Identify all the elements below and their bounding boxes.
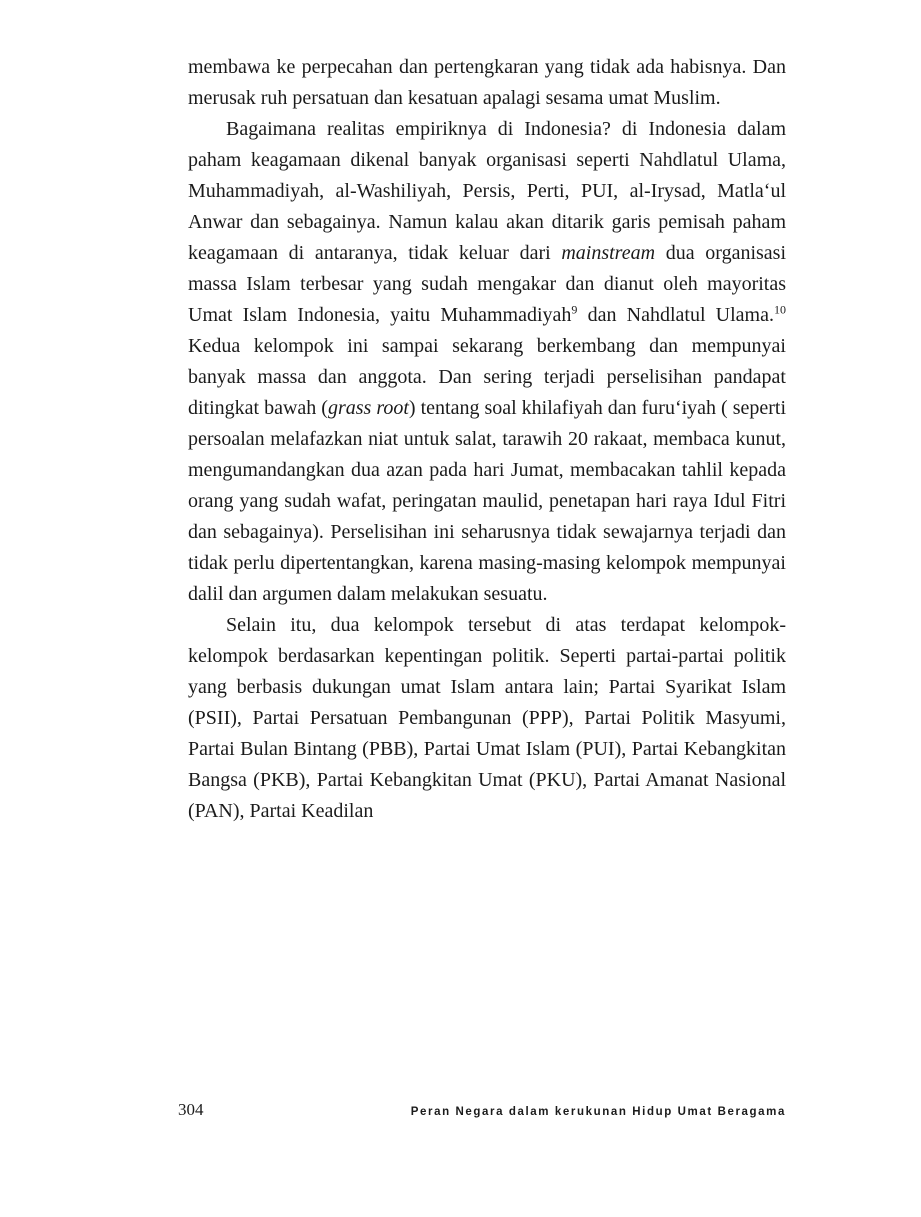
text-run: Bagaimana realitas empiriknya di Indonesia? di Indonesia dalam paham keagamaan dikenal banyak organisasi seperti Nahdlatul Ulama, Muhammadiyah, al-Washiliyah, Persis, Perti, PUI, al-Irysad, Matla‘ul Anwar dan sebagainya. Namun kalau akan ditarik garis pemisah paham keagamaan di antaranya, tidak keluar dari — [188, 118, 786, 264]
text-run: dua organisasi massa Islam terbesar yang sudah mengakar dan dianut oleh mayoritas Umat Islam Indonesia, yaitu Muhammadiyah — [188, 242, 787, 326]
page-number: 304 — [178, 1100, 204, 1119]
running-title: Peran Negara dalam kerukunan Hidup Umat Beragama — [410, 1106, 786, 1118]
text-run: membawa ke perpecahan dan pertengkaran yang tidak ada habisnya. Dan merusak ruh persatuan dan kesatuan apalagi sesama umat Muslim. — [188, 56, 786, 109]
text-run: Selain itu, dua kelompok tersebut di atas terdapat kelompok- kelompok berdasarkan kepentingan politik. Seperti partai-partai politik yang berbasis dukungan umat Islam antara lain; Partai Syarikat Islam (PSII), Partai Persatuan Pembangunan (PPP), Partai Politik Masyumi, Partai Bulan Bintang (PBB), Partai Umat Islam (PUI), Partai Kebangkitan Bangsa (PKB), Partai Kebangkitan Umat (PKU), Partai Amanat Nasional (PAN), Partai Keadilan — [188, 614, 786, 822]
paragraph — [188, 114, 786, 610]
footnote-ref: 10 — [774, 302, 786, 317]
text-run: Kedua kelompok ini sampai sekarang berkembang dan mempunyai banyak massa dan anggota. Dan sering terjadi perselisihan pandapat ditingkat bawah ( — [188, 335, 786, 419]
footnote-ref: 9 — [571, 302, 578, 317]
text-run: dan Nahdlatul Ulama. — [577, 304, 774, 326]
text-run: ) tentang soal khilafiyah dan furu‘iyah ( seperti persoalan melafazkan niat untuk salat, tarawih 20 rakaat, membaca kunut, mengumandangkan dua azan pada hari Jumat, membacakan tahlil kepada orang yang sudah wafat, peringatan maulid, penetapan hari raya Idul Fitri dan sebagainya). Perselisihan ini seharusnya tidak sewajarnya terjadi dan tidak perlu dipertentangkan, karena masing-masing kelompok mempunyai dalil dan argumen dalam melakukan sesuatu. — [188, 397, 787, 605]
italic-text: grass root — [327, 397, 409, 419]
paragraph — [188, 610, 786, 827]
body-text — [188, 52, 786, 827]
italic-text: mainstream — [561, 242, 656, 264]
page-footer — [178, 1100, 786, 1120]
paragraph — [188, 52, 786, 114]
